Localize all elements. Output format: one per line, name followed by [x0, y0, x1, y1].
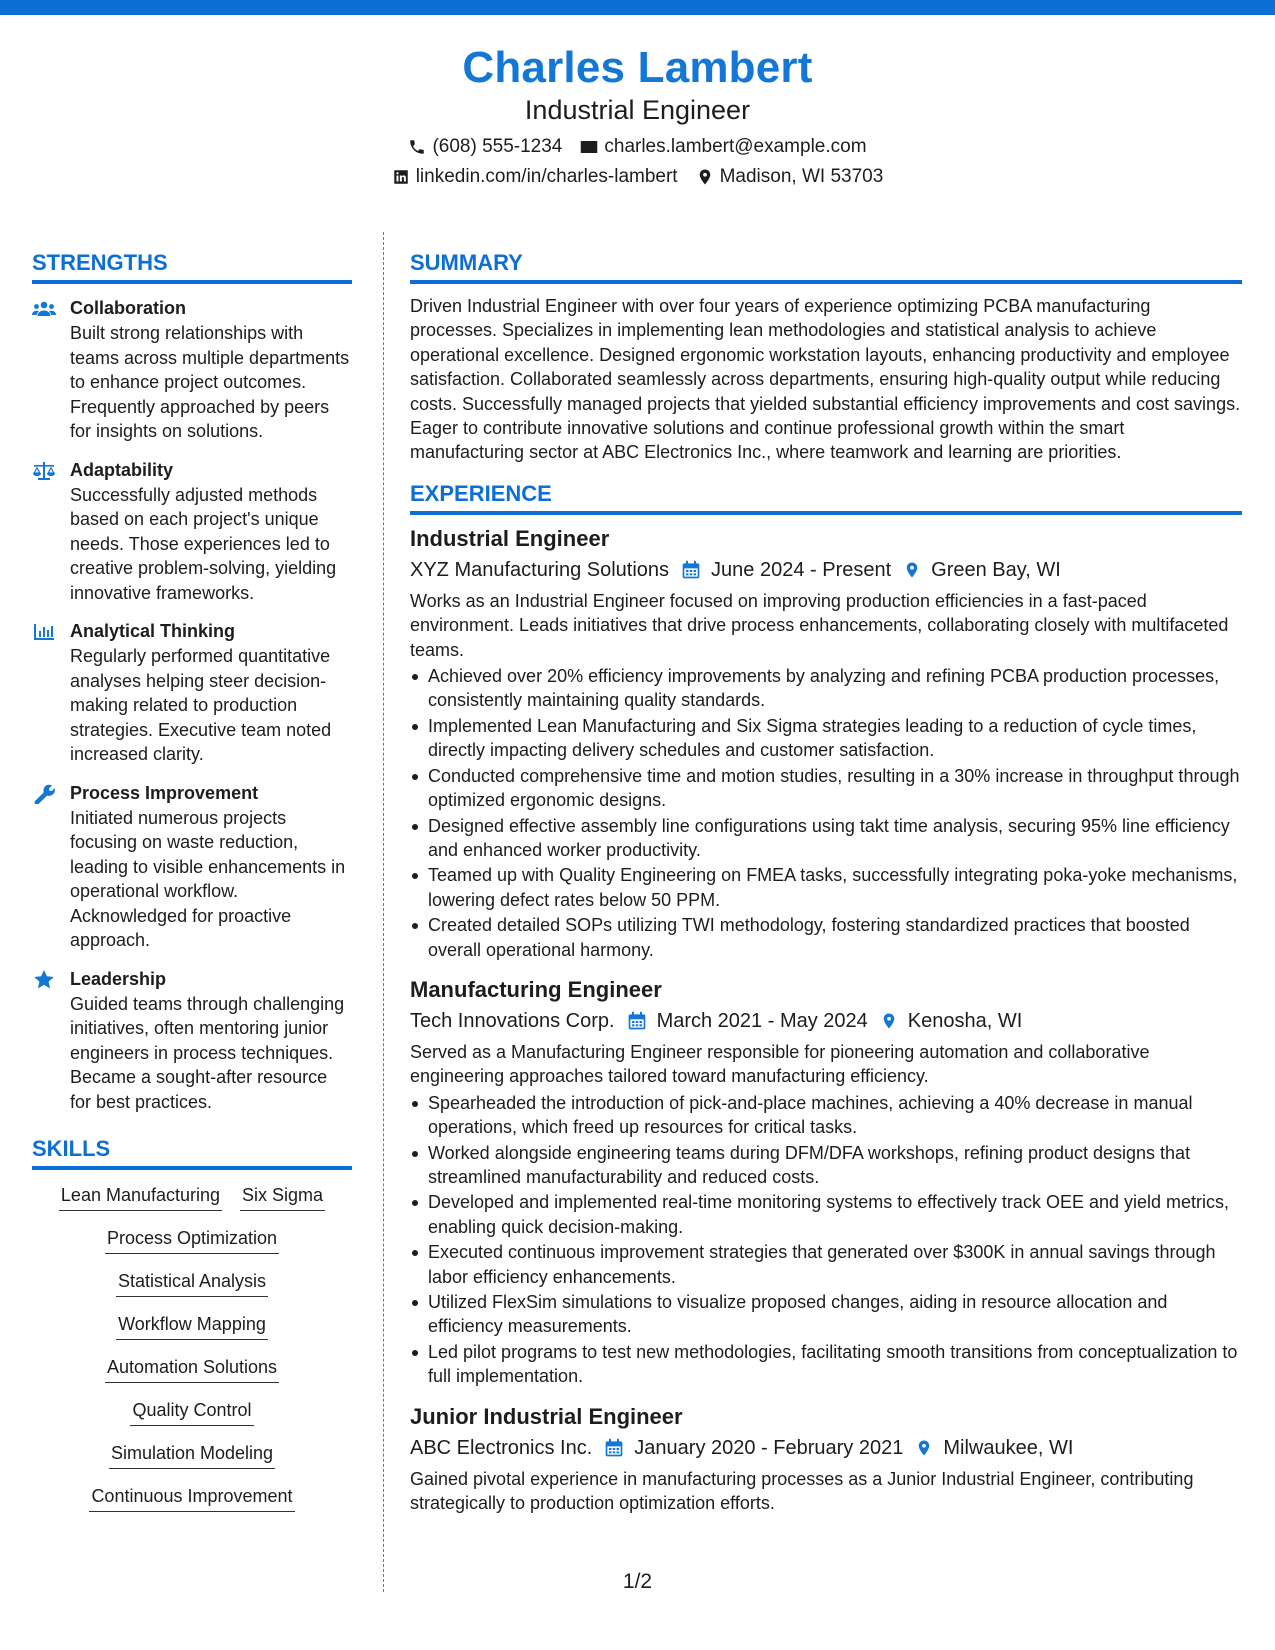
contact-linkedin[interactable]: [392, 162, 678, 192]
skill-row: [59, 1182, 325, 1211]
job-location: Kenosha, WI: [907, 1009, 1023, 1032]
job-meta: [410, 1006, 1242, 1036]
calendar-icon: [681, 560, 701, 580]
skills-list: [32, 1182, 352, 1526]
contact-phone[interactable]: [408, 132, 562, 162]
job-bullet: Developed and implemented real-time monitoring systems to effectively track OEE and yield metrics, enabling quick decision-making.: [410, 1190, 1242, 1239]
strength-name: Adaptability: [70, 459, 174, 480]
location-text: Madison, WI 53703: [719, 166, 884, 187]
right-column: [410, 248, 1242, 1515]
job-entry: [410, 974, 1242, 1389]
wrench-icon: [32, 784, 56, 804]
job-description: Works as an Industrial Engineer focused on improving production efficiencies in a fast-paced environment. Leads initiatives that drive process enhancements, collaborating closely with multifaceted teams.: [410, 590, 1229, 660]
job-bullets: [410, 1091, 1242, 1389]
calendar-icon: [627, 1011, 647, 1031]
job-entry: [410, 1401, 1242, 1516]
job-bullet: Led pilot programs to test new methodologies, facilitating smooth transitions from conceptualization to full implementation.: [410, 1340, 1242, 1389]
chart-icon: [32, 622, 56, 642]
job-bullet: Executed continuous improvement strategies that generated over $300K in annual savings through labor efficiency enhancements.: [410, 1240, 1242, 1289]
job-company: ABC Electronics Inc.: [410, 1436, 593, 1459]
job-dates: June 2024 - Present: [711, 558, 892, 581]
map-pin-icon: [696, 168, 714, 186]
contact-location: [696, 162, 884, 192]
skill-row: [116, 1268, 268, 1297]
candidate-name: Charles Lambert: [462, 43, 813, 92]
job-bullets: [410, 664, 1242, 962]
skills-heading: SKILLS: [32, 1134, 352, 1170]
job-bullet: Worked alongside engineering teams during DFM/DFA workshops, refining product designs that streamlined manufacturability and reduced costs.: [410, 1141, 1242, 1190]
map-pin-icon: [915, 1437, 933, 1459]
contact-email[interactable]: [580, 132, 866, 162]
skill-row: [109, 1440, 275, 1469]
linkedin-text: linkedin.com/in/charles-lambert: [415, 166, 678, 187]
skill-tag: Simulation Modeling: [109, 1440, 275, 1469]
skill-tag: Process Optimization: [105, 1225, 279, 1254]
job-dates: January 2020 - February 2021: [634, 1436, 904, 1459]
job-title: Industrial Engineer: [410, 525, 610, 551]
job-dates: March 2021 - May 2024: [656, 1009, 868, 1032]
job-bullet: Created detailed SOPs utilizing TWI methodology, fostering standardized practices that boosted overall operational harmony.: [410, 913, 1242, 962]
job-bullet: Spearheaded the introduction of pick-and-place machines, achieving a 40% decrease in manual operations, which freed up resources for critical tasks.: [410, 1091, 1242, 1140]
summary-text: Driven Industrial Engineer with over four years of experience optimizing PCBA manufacturing processes. Specializes in implementing lean methodologies and statistical analysis to achieve operational excellence. Designed ergonomic workstation layouts, enhancing productivity and employee satisfaction. Collaborated seamlessly across departments, ensuring high-quality output while reducing costs. Successfully managed projects that yielded substantial efficiency improvements and cost savings. Eager to contribute innovative solutions and continue professional growth within the smart manufacturing sector at ABC Electronics Inc., where teamwork and learning are priorities.: [410, 296, 1241, 463]
scale-icon: [32, 461, 56, 481]
strength-desc: Built strong relationships with teams across multiple departments to enhance project outcomes. Frequently approached by peers for insights on solutions.: [70, 323, 350, 441]
strength-item: [32, 458, 352, 606]
job-meta: [410, 1433, 1242, 1463]
skill-row: [105, 1354, 279, 1383]
job-bullet: Conducted comprehensive time and motion studies, resulting in a 30% increase in throughput through optimized ergonomic designs.: [410, 764, 1242, 813]
skill-tag: Lean Manufacturing: [59, 1182, 222, 1211]
job-location: Milwaukee, WI: [943, 1436, 1074, 1459]
job-description: Served as a Manufacturing Engineer responsible for pioneering automation and collaborative engineering approaches tailored toward manufacturing efficiency.: [410, 1041, 1150, 1087]
skill-tag: Six Sigma: [240, 1182, 325, 1211]
strength-item: [32, 296, 352, 444]
strength-desc: Guided teams through challenging initiatives, often mentoring junior engineers in process techniques. Became a sought-after resource for best practices.: [70, 993, 345, 1112]
page-number: 1/2: [622, 1570, 653, 1593]
skill-tag: Quality Control: [130, 1397, 253, 1426]
job-meta: [410, 555, 1242, 585]
map-pin-icon: [880, 1010, 898, 1032]
job-title: Manufacturing Engineer: [410, 976, 662, 1002]
skill-tag: Automation Solutions: [105, 1354, 279, 1383]
job-location: Green Bay, WI: [931, 558, 1061, 581]
calendar-icon: [604, 1438, 624, 1458]
strength-item: [32, 967, 352, 1115]
strength-desc: Successfully adjusted methods based on each project's unique needs. Those experiences led to creative problem-solving, yielding innovative frameworks.: [70, 484, 337, 603]
star-icon: [32, 970, 56, 990]
strength-item: [32, 781, 352, 953]
resume-header: [0, 40, 1275, 192]
envelope-icon: [580, 138, 598, 156]
job-bullet: Designed effective assembly line configurations using takt time analysis, securing 95% line efficiency and enhanced worker productivity.: [410, 814, 1242, 863]
linkedin-icon: [392, 168, 410, 186]
skill-row: [89, 1483, 294, 1512]
phone-text: (608) 555-1234: [432, 136, 563, 157]
job-bullet: Teamed up with Quality Engineering on FMEA tasks, successfully integrating poka-yoke mechanisms, lowering defect rates below 50 PPM.: [410, 863, 1242, 912]
phone-icon: [408, 138, 426, 156]
users-icon: [32, 299, 56, 319]
strength-desc: Initiated numerous projects focusing on waste reduction, leading to visible enhancements in operational workflow. Acknowledged for proactive approach.: [70, 807, 346, 950]
column-divider: [383, 232, 384, 1592]
skill-tag: Statistical Analysis: [116, 1268, 268, 1297]
skill-row: [116, 1311, 268, 1340]
summary-heading: SUMMARY: [410, 248, 1242, 284]
job-bullet: Achieved over 20% efficiency improvements by analyzing and refining PCBA production processes, consistently maintaining quality standards.: [410, 664, 1242, 713]
skill-tag: Continuous Improvement: [89, 1483, 294, 1512]
strength-name: Analytical Thinking: [70, 621, 236, 641]
strength-name: Collaboration: [70, 298, 186, 318]
job-description: Gained pivotal experience in manufacturing processes as a Junior Industrial Engineer, contributing strategically to production optimization efforts.: [410, 1468, 1194, 1514]
job-title: Junior Industrial Engineer: [410, 1403, 683, 1429]
email-text: charles.lambert@example.com: [604, 136, 867, 157]
skill-tag: Workflow Mapping: [116, 1311, 268, 1340]
strengths-heading: STRENGTHS: [32, 248, 352, 284]
job-entry: [410, 523, 1242, 962]
contact-row-secondary: [0, 162, 1275, 192]
top-accent-bar: [0, 0, 1275, 15]
map-pin-icon: [903, 559, 921, 581]
strength-desc: Regularly performed quantitative analyses helping steer decision-making related to production strategies. Executive team noted increased clarity.: [70, 646, 332, 764]
contact-row-primary: [0, 132, 1275, 162]
strength-item: [32, 619, 352, 767]
candidate-title: Industrial Engineer: [524, 95, 751, 125]
job-company: XYZ Manufacturing Solutions: [410, 558, 670, 581]
job-company: Tech Innovations Corp.: [410, 1009, 615, 1032]
strength-name: Process Improvement: [70, 782, 259, 803]
strength-name: Leadership: [70, 968, 167, 989]
skill-row: [130, 1397, 253, 1426]
experience-heading: EXPERIENCE: [410, 479, 1242, 515]
job-bullet: Utilized FlexSim simulations to visualize proposed changes, aiding in resource allocation and efficiency measurements.: [410, 1290, 1242, 1339]
left-column: [32, 248, 352, 1526]
job-bullet: Implemented Lean Manufacturing and Six Sigma strategies leading to a reduction of cycle times, directly impacting delivery schedules and customer satisfaction.: [410, 714, 1242, 763]
skill-row: [105, 1225, 279, 1254]
